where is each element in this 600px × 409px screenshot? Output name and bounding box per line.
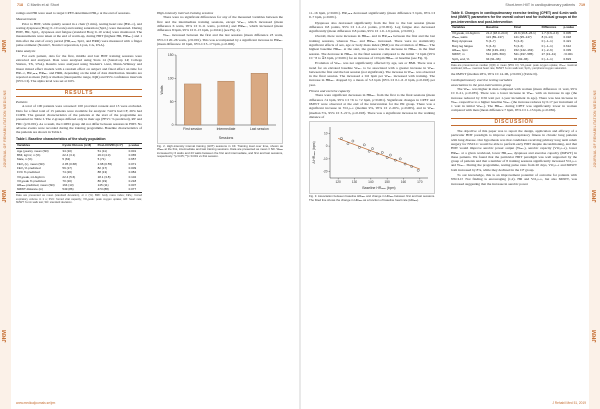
table-cell: SpO₂ end, %	[451, 57, 485, 62]
table-column-header: Variables	[451, 25, 485, 31]
side-journal-title: JOURNAL OF REHABILITATION MEDICINE	[593, 90, 597, 168]
table-cell: 541 (497–585)	[513, 52, 534, 57]
table-cell: 5 (63)	[62, 157, 71, 162]
table-cell: VO₂peak, mL/kg/min	[452, 30, 480, 35]
table-cell: 21.2 (18.3–24.0)	[486, 30, 509, 35]
table-cell: 51 (11)	[97, 148, 107, 153]
y-tick-label: -20	[322, 169, 328, 174]
scatter-point	[340, 138, 342, 140]
paragraph: Dyspnoea also decreased significantly from the first to the last session (mean difference 0.8 points, 95% CI 1.2–2.1 points, p<0.001). Leg fatigue also decreased significantly (mean difference 0.8 points, 95% CI 1.0–1.9 points, p<0.001).	[309, 20, 435, 34]
table-cell: VO₂peak % predicted	[17, 178, 46, 183]
table-column-header: Cystic fibrosis (n=8)	[61, 143, 96, 149]
paragraph: the 6MWT (median 28%, 95% CI 14–96, p<0.001) (Table II).	[451, 72, 538, 77]
table-cell: 0.005	[563, 30, 572, 35]
section-heading-results: RESULTS	[16, 89, 142, 97]
table-cell: 0.823	[563, 57, 577, 62]
page-number: 718	[17, 3, 23, 7]
paragraph: For each patient, data for the first, middle and last HIIT training sessions were extracted and analysed. Data were analysed using Stata 14 (StataCorp LP, College Station, TX, USA). Results were analysed using Student's t-test, Mann–Whitney and linear mixed effect models with a random effect on subject and fixed effect on time for HRᵣₑₛₜ, HR₁ₘᵢₙ, HRₘₐₓ and HRR, depending on the kind of data distribution. Results are reported as mean (SD) or median (interquartile range, IQR) and 95% confidence intervals (95% CI). The alpha level was set at 0.05.	[16, 53, 142, 84]
subheading-measurements: Measurements	[16, 17, 37, 22]
x-tick-label: 120	[335, 180, 341, 185]
table-cell: 2.68 (0.55)	[97, 161, 113, 166]
paragraph: 11–16 bpm, p<0.001). HR₁ₘᵢₙ decreased significantly (mean difference 5 bpm, 95% CI 0–7 bpm, p=0.001).	[309, 11, 435, 20]
side-label-jrm: JRM	[592, 190, 598, 203]
table-cell: 26.0 (4.0)	[97, 153, 111, 158]
table-cell: 0.102	[128, 174, 137, 179]
table-cell: FEV₁ % predicted	[17, 165, 41, 170]
baseline-table	[16, 143, 142, 194]
subheading-hiit-sessions: High-intensity interval training sessions	[157, 11, 214, 15]
table-cell: Borg leg fatigue	[452, 43, 474, 48]
left-side-strip	[0, 0, 11, 409]
right-column-1	[309, 11, 435, 202]
subheading-data-analysis: Data analysis	[16, 49, 36, 54]
paragraph: A total of 100 patients were screened: 100 provided consent and 13 were excluded. Data for a final total of 15 patients were available for analysis: 74.0% had CF, 26% had COPD. The general characteristics of the patients at the start of the programme are presented in Table I. The 2-groups differed only in their age (FEV1 % predicted), RV and FRC (p<0.001). As a result, the COPD group did not differ between sessions in HIIT. No adverse events were recorded during the training programme. Baseline characteristics of the patients are shown in Table I.	[16, 104, 142, 135]
subheading-patients: Patients	[16, 100, 28, 105]
table-cell: Male, n (%)	[17, 157, 33, 162]
table-row	[451, 57, 577, 62]
right-page	[301, 0, 600, 409]
table-cell: 22.9 (19.8–26.1)	[513, 30, 536, 35]
figure-3	[309, 121, 435, 194]
page-footer-url[interactable]: www.medicaljournals.se/jrm	[16, 401, 56, 405]
table-cell: 88 (13)	[97, 170, 108, 175]
subheading-fitness: Fitness and exercise capacity	[309, 89, 351, 94]
x-tick-label: Intermediate	[216, 127, 236, 132]
right-side-strip	[589, 0, 600, 409]
page-footer-citation: J Rehabil Med 51, 2019	[552, 401, 586, 405]
x-tick-label: 130	[351, 180, 358, 185]
table-cell: 18.1 (3.8)	[97, 174, 111, 179]
table-column-header: p-value	[128, 143, 142, 149]
page-header	[14, 3, 59, 7]
paragraph: Prior to HIIT, while quietly seated in a chair (5 min), resting heart rate (HRᵣₑₛₜ), and resting dyspnoea (Borg; 0–10 scale) and resting saturation (SpO₂) were measured. During HIIT, HR, SpO₂, dyspnoea and fatigue (standard Borg 0–10 scale) were monitored. The measurements were taken at the end of warm-up, during HIIT (highest HR, HRₘₐₓ) and 1 min after the end of every period (HR₁ₘᵢₙ, SpO₂ and HRR) were measured with a finger pulse oximeter (Nonin®, Nonin Corporation, Lyon, CA, USA).	[16, 21, 142, 48]
table-cell: 74 (20)	[62, 170, 72, 175]
x-tick-label: 150	[384, 180, 390, 185]
scatter-point	[371, 148, 373, 150]
table-cell: 5 (4–6)	[486, 43, 496, 48]
table-cell: 0.612	[563, 43, 572, 48]
table-cell: 514 (465–563)	[486, 52, 506, 57]
left-page	[0, 0, 299, 409]
fit-line	[338, 139, 420, 170]
y-tick-label: 150	[167, 53, 174, 58]
paragraph: To our knowledge, this is an improvement potential of outcome for patients with NSCLC! Not finding is encouraging (1,2). HR and VO₂ₚₑₐₖ, but also 6MWT, was increased suggesting that the increase in aerobic power	[451, 173, 577, 186]
bar	[218, 82, 235, 126]
y-axis-label: Δ HRₘₐₓ (bpm)	[312, 141, 316, 164]
table-cell: VO₂peak, mL/kg/min	[17, 174, 45, 179]
side-label-jrm: JRM	[2, 190, 8, 203]
table-column-header: Final	[513, 25, 541, 31]
paragraph: Overall, there were increases in HRₘₐₓ and in HR₁ₘᵢₙ between the first and the last training sessions, whereas Wₘₐₓ and HRₘₐₓ increased. There were no statistically significant effects of sex, age or body mass index (BMI) on the evolution of HRₘₐₓ. The highest baseline HRₘₐₓ at the start, the greater was the decrease in HRₘₐₓ in the final session. The decrease in HRₘₐₓ in the final session compared to the initial −2 bpm (95% CI −8 to ∓3 bpm, p<0.001) for an increase of 10 bpm HRₘₐₓ at baseline (see Fig. 3).	[309, 34, 435, 60]
y-tick-label: 0	[325, 144, 328, 149]
table-cell: 0.071	[128, 161, 137, 166]
table-cell: 8 (3–13)	[541, 35, 553, 40]
table-cell: 94 (91–96)	[485, 57, 513, 62]
table-cell: 0.339	[563, 48, 572, 53]
table-cell: 22.4 (3.1)	[62, 153, 76, 158]
table-column-header: Variables	[16, 143, 61, 149]
table-cell: 5 (71)	[97, 157, 106, 162]
table-cell: 145 (11)	[97, 183, 109, 188]
subheading-cpet: Cardiopulmonary exercise testing variables	[451, 78, 513, 83]
table-title: Table I. Baseline characteristics of the study population	[16, 137, 106, 142]
table-footnote: Data are presented as mean (standard deviation), or n (%). BMI: body mass index; FEV₁: forced expiratory volume in 1 s; FVC: forced vital capacity; VO₂peak: peak oxygen uptake; HR: heart rate; 6MWT: 6-min walk test; SD: standard deviation.	[16, 194, 142, 204]
bar	[184, 84, 201, 125]
cpet-table	[451, 25, 577, 63]
table-cell: 0.065	[128, 153, 137, 158]
right-column-2	[451, 11, 577, 187]
scatter-point	[363, 144, 365, 146]
figure-3-caption: Fig. 3. Association between baseline HRₘₐₓ and change in HRₘₐₓ between first and last sessions. The fitted line shows the change in HRₘₐₓ as a function of baseline heart rate (HRₘₐₓ).	[309, 194, 435, 202]
left-column-2	[157, 11, 283, 159]
paragraph: Evolution of Wₘₐₓ was not significantly affected by age, sex or BMI. There was a trend for an elevated baseline Wₘₐₓ to be associated with a greater increase in Wₘₐₓ between the first and the last session (not significant). The increase in Wₘₐₓ was observed in the final session. The increased a 0.6 bpm per Wₘₐₓ increased with training. The increase in HRₘₐₓ dropped by a mean of 5.3 bpm (95% CI 0.1–6 .0 bpm, p=0.018) per year.	[309, 61, 435, 87]
figure-2-caption: Fig. 2. High-intensity interval training (HIIT) sessions in CF. Training load over time, shown as Wₘₐₓ at the first, intermediate and last training sessions. Data are presented as mean ± SD. Wₘₐₓ increased by 6 watts and 23 watts between the first and intermediate, and first and last sessions, respectively. *p<0.05; **p<0.001 vs first session.	[157, 143, 283, 159]
table-cell: 94 (92–96)	[513, 57, 541, 62]
running-title: C Martin et al: Short	[27, 3, 59, 7]
y-tick-label: 100	[167, 76, 174, 81]
table-cell: 59 (17)	[62, 165, 72, 170]
page-number: 719	[579, 3, 585, 7]
table-column-header: Baseline	[485, 25, 513, 31]
y-tick-label: 0	[171, 123, 174, 128]
table-cell: FVC % predicted	[17, 170, 40, 175]
table-cell: 0.084	[128, 170, 137, 175]
table-cell: 473 (88)	[97, 188, 128, 193]
subheading-cpet-2: associations in the post-intervention group	[451, 82, 511, 87]
side-label-jrm: JRM	[592, 330, 598, 343]
side-label-jrm: JRM	[2, 40, 8, 53]
table-cell: Age (years), mean (SD)	[17, 148, 49, 153]
table-cell: 5 (4–7)	[486, 39, 496, 44]
table-cell: 0.421	[563, 39, 572, 44]
table-row	[16, 188, 142, 193]
table-cell: 0 (−1–1)	[541, 43, 553, 48]
table-title: Table II. Changes in cardiopulmonary exercise testing (CPET) and 6-min walk test (6MWT) parameters for the overall cohort and for individual groups at the pre-intervention and post-intervention	[451, 11, 577, 24]
figure-2	[157, 48, 283, 143]
table-cell: 549 (86)	[61, 188, 96, 193]
x-tick-label: 170	[417, 180, 423, 185]
table-body	[16, 149, 142, 193]
table-cell: 0.018	[563, 35, 572, 40]
scatter-point	[381, 152, 383, 154]
table-cell: HRₘₐₓ predicted, mean (SD)	[17, 183, 55, 188]
table-cell: 6MWT distance (m)	[16, 188, 61, 193]
table-cell: 2.05 (0.68)	[62, 161, 77, 166]
scatter-point	[417, 169, 419, 171]
scatter-point	[399, 158, 401, 160]
table-column-header: p-value	[563, 25, 577, 31]
scatter-point	[352, 140, 354, 142]
table-cell: 164 (13)	[62, 183, 74, 188]
running-title: Short-term HIIT in cardiopulmonary patients	[505, 3, 575, 7]
paragraph: ratings and HR were used to target CPET-determined HR₀ₚ at the end of sessions.	[16, 11, 131, 15]
paragraph: The objective of this paper was to report the design, application and efficacy of a particular HIIT paradigm to improve cardiorespiratory fitness in chronic lung patients with lung disease. Our hypothesis was that candidates receiving primary long term rehab surgery for NSCLC would be able to perform early HIIT despite deconditioning, and that HIIT would improve aerobic power output (Wₘₐₓ), aerobic capacity (VO₂ₚₑₐₖ), lower HRₘₐₓ at a given workload, lower HR₁ₘᵢₙ, dyspnoea and exercise capacity (6MWT) in these patients. We found that the particular HIIT paradigm was well supported by the group of patients and that a number of 8 training sessions significantly increased VO₂ₚₑₐₖ and Wₘₐₓ. During the programme, resting pulse rates from 20 days, VO₂ₚₑₐₖ and 6MWT both increased by 8%, while they declined in the CF group.	[451, 129, 577, 172]
table-cell: 0.001	[128, 148, 137, 153]
table-cell: 0.657	[128, 157, 137, 162]
y-tick-label: 50	[169, 100, 174, 105]
x-axis-label: Sessions	[218, 136, 234, 141]
table-cell: 5 (4–6)	[513, 43, 524, 48]
table-cell: 113 (89–137)	[486, 35, 504, 40]
table-cell: 22.4 (5.6)	[62, 174, 76, 179]
table-cell: 5 (4–6)	[513, 39, 524, 44]
y-tick-label: -10	[322, 157, 328, 162]
table-body	[451, 31, 577, 62]
table-cell: 82 (17)	[97, 165, 108, 170]
table-cell: 80 (19)	[97, 178, 108, 183]
y-tick-label: 10	[323, 131, 328, 136]
side-journal-title: JOURNAL OF REHABILITATION MEDICINE	[3, 90, 7, 168]
table-cell: 1.7 (0.6–2.9)	[541, 30, 559, 35]
scatter-chart	[310, 122, 434, 192]
table-cell: <0.001	[563, 52, 573, 57]
paragraph: There were significant decreases in HRₘₐₓ from the first to the final sessions (mean difference ≠4 bpm, 95% CI ≡6 to ≡2 bpm, p<0.001). Significant changes in CPET and 6MWT were observed at the end of the intervention for the PR group. There was a significant increase in VO₂ₚₑₐₖ (median 9%, 95% CI 2–26%, p=0.005), and in Wₘₐₓ (median 5%, 95% CI 3–21%, p=0.018). There was a significant increase in the walking distance of	[309, 93, 435, 119]
table-cell: 150 (139–161)	[486, 48, 506, 53]
table-cell: 152 (142–163)	[513, 48, 534, 53]
scatter-point	[347, 143, 349, 145]
table-cell: 70 (20)	[62, 178, 72, 183]
x-tick-label: Last session	[249, 127, 269, 132]
scatter-point	[389, 154, 391, 156]
section-heading-discussion: DISCUSSION	[451, 118, 577, 126]
table-cell: 0.077	[128, 188, 142, 193]
table-column-header: Difference	[541, 25, 563, 31]
table-cell: Borg dyspnoea	[452, 39, 473, 44]
table-cell: 0 (−1–1)	[541, 57, 563, 62]
x-axis-label: Baseline HRₘₐₓ (bpm)	[362, 186, 396, 191]
page-header	[505, 3, 588, 7]
table-column-header: Post-COVID (n=7)	[97, 143, 128, 149]
x-tick-label: 160	[400, 180, 407, 185]
table-footnote: Data are presented as median (IQR) or mean (95% CI). VO₂peak: peak oxygen uptake; Wₘₐₓ: maximal workload; HRₘₐₓ: maximal heart rate; 6MWT: 6-min walk test; SpO₂: peripheral oxygen saturation.	[451, 63, 577, 70]
bar	[251, 74, 268, 126]
y-axis-label: Watts	[160, 85, 164, 95]
table-cell: 0.218	[128, 178, 137, 183]
left-column-1	[16, 11, 142, 204]
table-cell: BMI, kg/m², n (%)	[17, 153, 41, 158]
table-cell: FEV₁ (L), mean (SD)	[17, 161, 45, 166]
table-cell: 6MWT, m	[452, 52, 465, 57]
paragraph: There were no significant differences for any of the measured variables between the first and the intermediate training sessions, except Wₘₐₓ, which increased (mean difference 6 watts, 95% CI 0–11 watts, p=0.041) and HRₘₐₓ, which increased (mean difference 8 bpm, 95% CI 0–15 bpm, p=0.041) (see Fig. 2).	[157, 15, 283, 33]
x-tick-label: 140	[368, 180, 374, 185]
bar-chart	[158, 49, 282, 141]
paragraph: The Wₘₐₓ was higher in men compared with women (mean difference 11 watt, 95% CI 0–21, p=0.035). There was a lower increase in Wₘₐₓ with an increase in age (the increase reduced by 0.56 watt per 1-year increment in age). There was less increase in Wₘₐₓ respective to a higher baseline Wₘₐₓ (the increase reduces by 0.17 per increment of 1 watt in initial Wₘₐₓ). The HRₘₐₓ during CPET was significantly lower in women compared with men (mean difference 7 bpm, 95% CI 1–15 bpm, p=0.036).	[451, 86, 577, 113]
table-cell: 0.007	[128, 183, 137, 188]
table-cell: HRₘₐₓ, bpm	[452, 48, 468, 53]
x-tick-label: First session	[183, 127, 203, 132]
table-cell: 0.009	[128, 165, 137, 170]
table-cell: 121 (95–147)	[513, 35, 532, 40]
paragraph: Wₘₐₓ increased between the first and the last sessions (mean difference 23 watts, 95% CI 20–26 watts, p<0.001). This was accompanied by a significant increase in HRₘₐₓ (mean difference 10 bpm, 95% CI 3–17 bpm, p=0.006).	[157, 33, 283, 47]
table-cell: 0 (−1–1)	[541, 39, 553, 44]
table-cell: 27 (13–41)	[541, 52, 557, 57]
table-cell: 34 (10)	[62, 148, 72, 153]
side-label-jrm: JRM	[2, 330, 8, 343]
side-label-jrm: JRM	[592, 40, 598, 53]
table-cell: 2 (−2–6)	[541, 48, 553, 53]
table-cell: Wₘₐₓ, watts	[452, 35, 468, 40]
